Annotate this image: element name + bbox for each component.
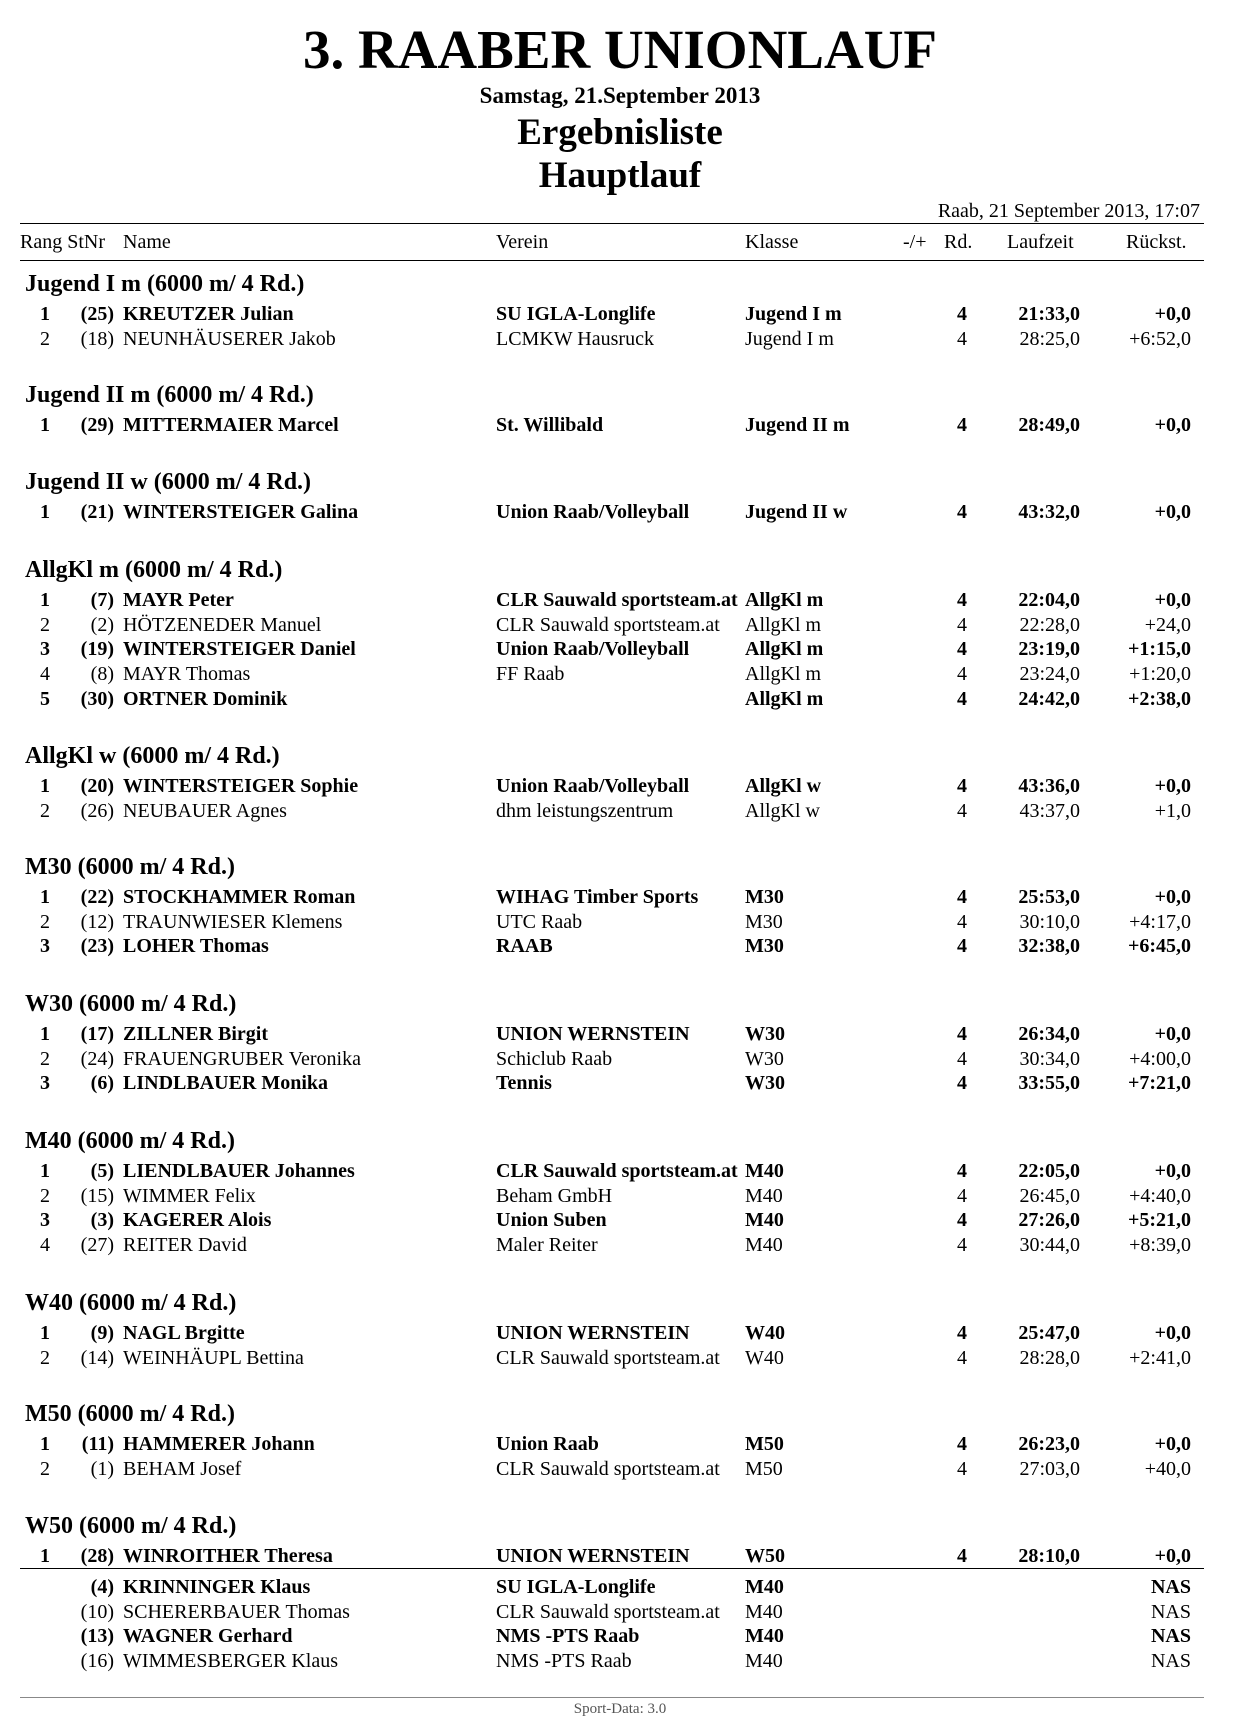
club: Union Raab/Volleyball [496,638,690,660]
time-behind: NAS [1150,1576,1191,1598]
club: CLR Sauwald sportsteam.at [496,1347,720,1369]
class: AllgKl m [745,614,822,636]
result-row [0,1321,1240,1345]
class: M40 [745,1625,784,1647]
rank: 1 [40,1433,50,1455]
rounds: 4 [957,638,967,660]
club: NMS -PTS Raab [496,1625,640,1647]
athlete-name: WAGNER Gerhard [123,1625,293,1647]
time-behind: +1:20,0 [1129,663,1191,685]
rounds: 4 [957,663,967,685]
category-heading: AllgKl w (6000 m/ 4 Rd.) [25,743,280,769]
class: W30 [745,1072,785,1094]
athlete-name: NEUNHÄUSERER Jakob [123,328,336,350]
result-row [0,1208,1240,1232]
start-number: (4) [90,1576,114,1598]
run-time: 28:25,0 [1019,328,1080,350]
time-behind: +5:21,0 [1127,1209,1191,1231]
run-time: 28:28,0 [1019,1347,1080,1369]
column-header-laufzeit: Laufzeit [1007,231,1074,253]
athlete-name: HÖTZENEDER Manuel [123,614,322,636]
rounds: 4 [957,1458,967,1480]
run-time: 28:49,0 [1018,414,1080,436]
start-number: (22) [80,886,114,908]
time-behind: +0,0 [1154,589,1191,611]
run-time: 43:36,0 [1018,775,1080,797]
rank: 2 [40,1185,50,1207]
category-heading: Jugend II w (6000 m/ 4 Rd.) [25,469,312,495]
club: UNION WERNSTEIN [496,1023,690,1045]
time-behind: +2:38,0 [1127,688,1191,710]
athlete-name: FRAUENGRUBER Veronika [123,1048,361,1070]
rounds: 4 [957,614,967,636]
class: AllgKl m [745,589,824,611]
rank: 3 [40,1072,50,1094]
result-row [0,613,1240,637]
start-number: (15) [80,1185,114,1207]
rank: 4 [40,663,50,685]
run-time: 26:34,0 [1018,1023,1080,1045]
athlete-name: LINDLBAUER Monika [123,1072,329,1094]
club: Tennis [496,1072,552,1094]
rank: 1 [40,775,50,797]
run-time: 25:47,0 [1018,1322,1080,1344]
result-row [0,910,1240,934]
rounds: 4 [957,775,967,797]
time-behind: +4:17,0 [1129,911,1191,933]
rounds: 4 [957,1185,967,1207]
time-behind: +7:21,0 [1127,1072,1191,1094]
athlete-name: WIMMESBERGER Klaus [123,1650,338,1672]
time-behind: +0,0 [1154,1160,1191,1182]
rank: 1 [40,1160,50,1182]
start-number: (30) [80,688,114,710]
class: W50 [745,1545,785,1567]
club: St. Willibald [496,414,604,436]
class: M30 [745,886,784,908]
start-number: (14) [80,1347,114,1369]
start-number: (17) [80,1023,114,1045]
club: UNION WERNSTEIN [496,1322,690,1344]
event-title: 3. RAABER UNIONLAUF [302,19,938,80]
rank: 1 [40,303,50,325]
run-time: 21:33,0 [1018,303,1080,325]
time-behind: +0,0 [1154,1322,1191,1344]
time-behind: +0,0 [1154,303,1191,325]
result-row [0,687,1240,711]
club: CLR Sauwald sportsteam.at [496,589,738,611]
club: LCMKW Hausruck [496,328,654,350]
run-time: 27:26,0 [1018,1209,1080,1231]
start-number: (24) [80,1048,114,1070]
athlete-name: WEINHÄUPL Bettina [123,1347,304,1369]
athlete-name: LIENDLBAUER Johannes [123,1160,355,1182]
class: M40 [745,1234,783,1256]
athlete-name: MAYR Thomas [123,663,251,685]
event-date: Samstag, 21.September 2013 [479,83,761,108]
start-number: (20) [80,775,114,797]
rank: 3 [40,935,50,957]
run-time: 24:42,0 [1018,688,1080,710]
class: AllgKl m [745,638,824,660]
athlete-name: KAGERER Alois [123,1209,272,1231]
rounds: 4 [957,1322,967,1344]
print-timestamp: Raab, 21 September 2013, 17:07 [937,200,1200,222]
result-row [0,302,1240,326]
rank: 1 [40,501,50,523]
header-bottom-rule [20,260,1204,261]
class: AllgKl w [745,800,820,822]
category-heading: W30 (6000 m/ 4 Rd.) [25,991,237,1017]
start-number: (2) [90,614,114,636]
rounds: 4 [957,589,967,611]
athlete-name: ORTNER Dominik [123,688,288,710]
club: FF Raab [496,663,565,685]
run-time: 22:28,0 [1019,614,1080,636]
start-number: (12) [80,911,114,933]
time-behind: +8:39,0 [1129,1234,1191,1256]
club: UTC Raab [496,911,583,933]
time-behind: +0,0 [1154,886,1191,908]
start-number: (28) [80,1545,114,1567]
run-time: 22:05,0 [1018,1160,1080,1182]
club: UNION WERNSTEIN [496,1545,690,1567]
club: Union Suben [496,1209,607,1231]
run-time: 27:03,0 [1019,1458,1080,1480]
club: CLR Sauwald sportsteam.at [496,1458,720,1480]
rank: 4 [40,1234,50,1256]
result-row [0,1233,1240,1257]
start-number: (18) [80,328,114,350]
result-row [0,1544,1240,1568]
time-behind: +4:40,0 [1129,1185,1191,1207]
club: CLR Sauwald sportsteam.at [496,1160,738,1182]
rank: 2 [40,1347,50,1369]
time-behind: +4:00,0 [1129,1048,1191,1070]
class: M40 [745,1601,783,1623]
class: AllgKl w [745,775,822,797]
time-behind: +24,0 [1144,614,1191,636]
athlete-name: SCHERERBAUER Thomas [123,1601,350,1623]
run-time: 22:04,0 [1018,589,1080,611]
column-header-verein: Verein [496,231,549,253]
column-header-rd: Rd. [944,231,973,253]
result-row [0,1022,1240,1046]
result-row [0,662,1240,686]
run-time: 32:38,0 [1018,935,1080,957]
start-number: (21) [80,501,114,523]
time-behind: +0,0 [1154,1023,1191,1045]
column-header-klasse: Klasse [745,231,799,253]
club: SU IGLA-Longlife [496,303,656,325]
class: M30 [745,935,784,957]
category-heading: AllgKl m (6000 m/ 4 Rd.) [25,557,283,583]
footer-rule [20,1697,1204,1698]
start-number: (3) [90,1209,114,1231]
rounds: 4 [957,414,967,436]
athlete-name: NEUBAUER Agnes [123,800,287,822]
rank: 2 [40,800,50,822]
result-row [0,1071,1240,1095]
category-heading: M30 (6000 m/ 4 Rd.) [25,854,235,880]
club: WIHAG Timber Sports [496,886,699,908]
class: Jugend I m [745,328,834,350]
rank: 2 [40,614,50,636]
class: M40 [745,1160,784,1182]
class: M30 [745,911,783,933]
athlete-name: LOHER Thomas [123,935,269,957]
result-row [0,1047,1240,1071]
start-number: (23) [80,935,114,957]
time-behind: +1:15,0 [1127,638,1191,660]
start-number: (19) [80,638,114,660]
document-heading: Ergebnisliste [517,112,723,153]
start-number: (5) [90,1160,114,1182]
result-row [0,1184,1240,1208]
rounds: 4 [957,501,967,523]
nas-separator-rule [20,1568,1204,1569]
club: SU IGLA-Longlife [496,1576,656,1598]
run-time: 30:10,0 [1019,911,1080,933]
class: Jugend II m [745,414,850,436]
class: M40 [745,1209,784,1231]
athlete-name: WINTERSTEIGER Galina [123,501,359,523]
category-heading: W40 (6000 m/ 4 Rd.) [25,1290,237,1316]
athlete-name: REITER David [123,1234,247,1256]
footer-text: Sport-Data: 3.0 [573,1701,667,1717]
start-number: (8) [90,663,114,685]
run-time: 43:37,0 [1019,800,1080,822]
rank: 2 [40,1048,50,1070]
result-row [0,885,1240,909]
club: NMS -PTS Raab [496,1650,632,1672]
rounds: 4 [957,328,967,350]
run-time: 43:32,0 [1018,501,1080,523]
club: Union Raab [496,1433,599,1455]
time-behind: +0,0 [1154,775,1191,797]
rounds: 4 [957,1347,967,1369]
column-header-rang-stnr: Rang StNr [20,231,105,253]
rounds: 4 [957,1023,967,1045]
class: W40 [745,1347,784,1369]
run-time: 33:55,0 [1018,1072,1080,1094]
race-name: Hauptlauf [538,155,702,196]
category-heading: Jugend I m (6000 m/ 4 Rd.) [25,271,305,297]
run-time: 26:45,0 [1019,1185,1080,1207]
rank: 5 [40,688,50,710]
rounds: 4 [957,1072,967,1094]
start-number: (13) [80,1625,114,1647]
start-number: (26) [80,800,114,822]
run-time: 30:34,0 [1019,1048,1080,1070]
result-row [0,799,1240,823]
rounds: 4 [957,1209,967,1231]
start-number: (7) [90,589,114,611]
result-row [0,1346,1240,1370]
athlete-name: WIMMER Felix [123,1185,256,1207]
time-behind: +6:52,0 [1129,328,1191,350]
time-behind: +1,0 [1154,800,1191,822]
rounds: 4 [957,935,967,957]
category-heading: W50 (6000 m/ 4 Rd.) [25,1513,237,1539]
class: AllgKl m [745,688,824,710]
time-behind: +0,0 [1154,414,1191,436]
start-number: (11) [81,1433,114,1455]
rank: 1 [40,1322,50,1344]
rounds: 4 [957,1545,967,1567]
rounds: 4 [957,1433,967,1455]
rank: 2 [40,1458,50,1480]
athlete-name: BEHAM Josef [123,1458,242,1480]
class: Jugend I m [745,303,842,325]
club: CLR Sauwald sportsteam.at [496,1601,720,1623]
athlete-name: STOCKHAMMER Roman [123,886,356,908]
rounds: 4 [957,1048,967,1070]
result-row [0,1432,1240,1456]
class: M40 [745,1650,783,1672]
start-number: (6) [90,1072,114,1094]
rounds: 4 [957,800,967,822]
athlete-name: KREUTZER Julian [123,303,294,325]
rank: 1 [40,886,50,908]
time-behind: +0,0 [1154,1545,1191,1567]
rank: 3 [40,1209,50,1231]
athlete-name: ZILLNER Birgit [123,1023,269,1045]
class: M40 [745,1185,783,1207]
result-row [0,1159,1240,1183]
start-number: (10) [80,1601,114,1623]
time-behind: NAS [1150,1601,1191,1623]
club: CLR Sauwald sportsteam.at [496,614,720,636]
club: Beham GmbH [496,1185,613,1207]
class: W30 [745,1048,784,1070]
class: M50 [745,1458,783,1480]
club: Union Raab/Volleyball [496,501,690,523]
rank: 1 [40,1023,50,1045]
class: M40 [745,1576,784,1598]
start-number: (25) [80,303,114,325]
rank: 1 [40,589,50,611]
rank: 2 [40,328,50,350]
result-row [0,1624,1240,1648]
run-time: 25:53,0 [1018,886,1080,908]
result-row [0,1575,1240,1599]
athlete-name: KRINNINGER Klaus [123,1576,311,1598]
category-heading: M40 (6000 m/ 4 Rd.) [25,1128,235,1154]
rounds: 4 [957,1234,967,1256]
time-behind: NAS [1150,1625,1191,1647]
club: dhm leistungszentrum [496,800,674,822]
start-number: (9) [90,1322,114,1344]
start-number: (29) [80,414,114,436]
club: Maler Reiter [496,1234,598,1256]
club: Schiclub Raab [496,1048,613,1070]
run-time: 23:24,0 [1019,663,1080,685]
rank: 1 [40,1545,50,1567]
run-time: 30:44,0 [1019,1234,1080,1256]
athlete-name: TRAUNWIESER Klemens [123,911,343,933]
result-row [0,1600,1240,1624]
athlete-name: NAGL Brgitte [123,1322,245,1344]
result-row [0,500,1240,524]
class: Jugend II w [745,501,848,523]
rank: 3 [40,638,50,660]
category-heading: Jugend II m (6000 m/ 4 Rd.) [25,382,314,408]
rounds: 4 [957,1160,967,1182]
athlete-name: MITTERMAIER Marcel [123,414,339,436]
athlete-name: HAMMERER Johann [123,1433,315,1455]
athlete-name: WINTERSTEIGER Sophie [123,775,359,797]
athlete-name: MAYR Peter [123,589,234,611]
athlete-name: WINTERSTEIGER Daniel [123,638,356,660]
run-time: 28:10,0 [1018,1545,1080,1567]
result-row [0,588,1240,612]
result-row [0,1457,1240,1481]
column-header-plusminus: -/+ [903,231,927,253]
club: Union Raab/Volleyball [496,775,690,797]
column-header-name: Name [123,231,171,253]
result-row [0,413,1240,437]
start-number: (27) [80,1234,114,1256]
time-behind: +40,0 [1144,1458,1191,1480]
result-row [0,1649,1240,1673]
result-row [0,637,1240,661]
class: W30 [745,1023,785,1045]
rank: 2 [40,911,50,933]
rank: 1 [40,414,50,436]
run-time: 23:19,0 [1018,638,1080,660]
class: AllgKl m [745,663,822,685]
rounds: 4 [957,303,967,325]
class: W40 [745,1322,785,1344]
rounds: 4 [957,688,967,710]
time-behind: +6:45,0 [1127,935,1191,957]
athlete-name: WINROITHER Theresa [123,1545,333,1567]
run-time: 26:23,0 [1018,1433,1080,1455]
club: RAAB [496,935,553,957]
header-top-rule [20,223,1204,224]
result-row [0,327,1240,351]
time-behind: NAS [1150,1650,1191,1672]
result-row [0,774,1240,798]
column-header-rueckst: Rückst. [1126,231,1187,253]
time-behind: +0,0 [1154,501,1191,523]
class: M50 [745,1433,784,1455]
time-behind: +0,0 [1154,1433,1191,1455]
rounds: 4 [957,911,967,933]
result-row [0,934,1240,958]
start-number: (16) [80,1650,114,1672]
time-behind: +2:41,0 [1129,1347,1191,1369]
rounds: 4 [957,886,967,908]
start-number: (1) [90,1458,114,1480]
category-heading: M50 (6000 m/ 4 Rd.) [25,1401,235,1427]
